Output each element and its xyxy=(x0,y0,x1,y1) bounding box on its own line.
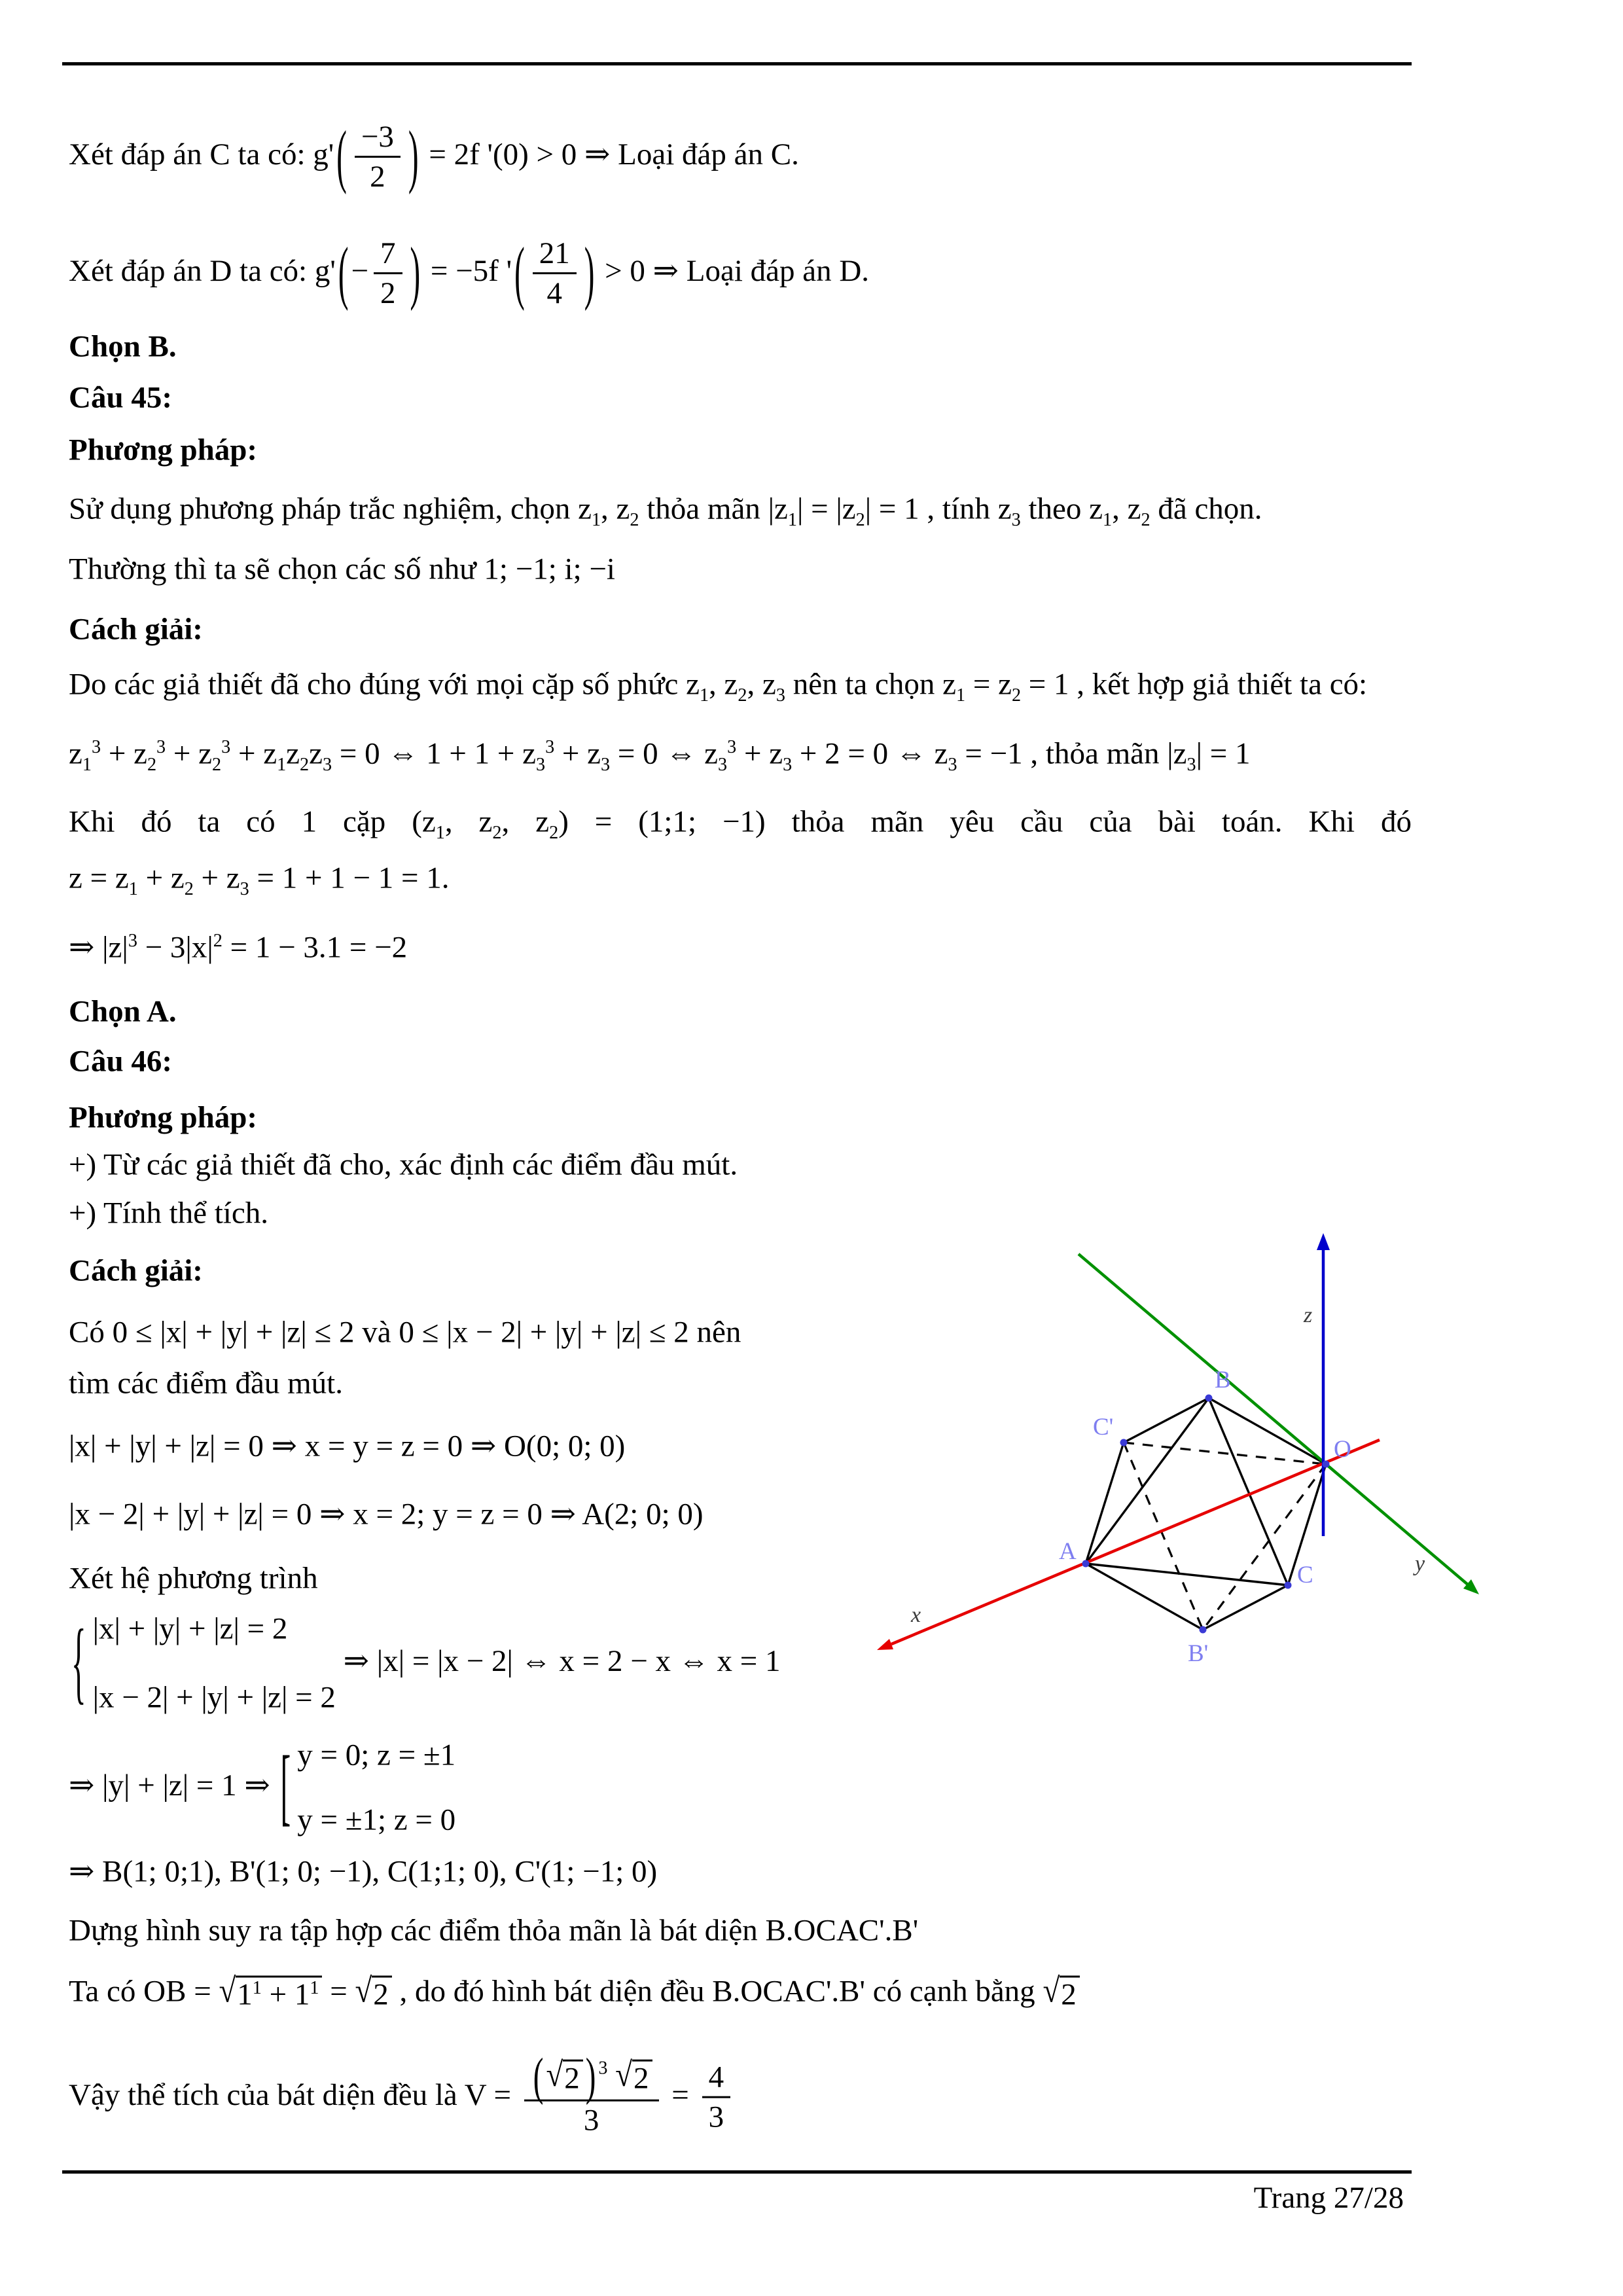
label-C-prime: C' xyxy=(1093,1414,1114,1441)
solution-heading: Cách giải: xyxy=(69,612,203,647)
label-C: C xyxy=(1297,1562,1313,1588)
point-B-prime xyxy=(1200,1626,1207,1634)
label-B-prime: B' xyxy=(1188,1640,1209,1667)
z-axis-arrowhead-icon xyxy=(1317,1233,1330,1250)
x-axis-arrowhead-icon xyxy=(877,1639,893,1650)
label-A: A xyxy=(1059,1538,1077,1565)
equation-system: { |x| + |y| + |z| = 2 |x − 2| + |y| + |z| = 2 ⇒ |x| = |x − 2| ⇔ x = 2 − x ⇔ x = 1 xyxy=(71,1611,781,1715)
answer-choice-b: Chọn B. xyxy=(69,329,177,364)
equation-line: |x| + |y| + |z| = 0 ⇒ x = y = z = 0 ⇒ O(0; 0; 0) xyxy=(69,1429,626,1463)
volume-formula: Vậy thể tích của bát diện đều là V = ( √ 2 ) $^3$ √ 2 3 = $\frac{4}{3}$ xyxy=(69,2060,736,2136)
point-C-prime xyxy=(1120,1439,1128,1446)
equation-line: $z = z_1 + z_2 + z_3 = 1 + 1 - 1 = 1$. xyxy=(69,861,450,900)
equation-line: $z_1^3 + z_2^3 + z_2^3 + z_1z_2z_3 = 0$ ⇔ $1 + 1 + z_3^3 + z_3 = 0$ ⇔ $z_3^3 + z_3 + 2 = 0$ ⇔ $z_3 = -1$ , thỏa mãn $|z_3| = 1$ xyxy=(69,736,1251,776)
method-text: +) Tính thể tích. xyxy=(69,1196,268,1230)
top-rule xyxy=(62,62,1412,65)
question-45-heading: Câu 45: xyxy=(69,380,172,415)
equation-cases: ⇒ |y| + |z| = 1 ⇒ [ y = 0; z = ±1 y = ±1; z = 0 xyxy=(69,1738,456,1837)
octahedron-3d-diagram xyxy=(851,1230,1505,1676)
solution-text: Có 0 ≤ |x| + |y| + |z| ≤ 2 và 0 ≤ |x − 2| + |y| + |z| ≤ 2 nên xyxy=(69,1315,741,1350)
point-O xyxy=(1323,1461,1330,1468)
solution-line-option-c: Xét đáp án C ta có: g'( $\frac{-3}{2}$ ) = 2f '(0) > 0 ⇒ Loại đáp án C. xyxy=(69,117,799,196)
method-heading: Phương pháp: xyxy=(69,433,258,467)
solution-text: Xét hệ phương trình xyxy=(69,1561,318,1596)
label-B: B xyxy=(1215,1367,1231,1393)
solution-heading: Cách giải: xyxy=(69,1253,203,1288)
y-axis xyxy=(1079,1254,1469,1585)
page-number: Trang 27/28 xyxy=(1253,2181,1404,2215)
point-A xyxy=(1082,1560,1090,1568)
x-axis xyxy=(891,1440,1380,1644)
solution-text-justified: Khi đó ta có 1 cặp ($z_1$, $z_2$, $z_2$) = (1;1; −1) thỏa mãn yêu cầu của bài toán. Khi đó xyxy=(69,804,1412,844)
question-46-heading: Câu 46: xyxy=(69,1044,172,1079)
equation-line: ⇒ B(1; 0;1), B'(1; 0; −1), C(1;1; 0), C'(1; −1; 0) xyxy=(69,1854,658,1889)
method-heading: Phương pháp: xyxy=(69,1100,258,1135)
equation-line: |x − 2| + |y| + |z| = 0 ⇒ x = 2; y = z = 0 ⇒ A(2; 0; 0) xyxy=(69,1497,704,1532)
label-z-axis: z xyxy=(1304,1303,1313,1327)
point-C xyxy=(1285,1582,1292,1589)
equation-line: ⇒ $|z|^3 - 3|x|^2 = 1 - 3.1 = -2$ xyxy=(69,930,408,965)
label-O: O xyxy=(1334,1436,1351,1463)
bottom-rule xyxy=(62,2170,1412,2174)
label-y-axis: y xyxy=(1415,1552,1425,1576)
solution-line-option-d: Xét đáp án D ta có: g'(− $\frac{7}{2}$ ) = −5f '( $\frac{21}{4}$ ) > 0 ⇒ Loại đáp án D. xyxy=(69,234,870,312)
answer-choice-a: Chọn A. xyxy=(69,994,177,1029)
label-x-axis: x xyxy=(911,1603,921,1627)
method-text: Thường thì ta sẽ chọn các số như 1; −1; i; −i xyxy=(69,552,615,586)
method-text: +) Từ các giả thiết đã cho, xác định các điểm đầu mút. xyxy=(69,1147,738,1182)
method-text: Sử dụng phương pháp trắc nghiệm, chọn $z_1$, $z_2$ thỏa mãn $|z_1| = |z_2| = 1$ , tính $z_3$ theo $z_1$, $z_2$ đã chọn. xyxy=(69,492,1262,531)
solution-text: Ta có OB = √ $1^1 + 1^1$ = √ 2 , do đó hình bát diện đều B.OCAC'.B' có cạnh bằng √ 2 xyxy=(69,1972,1080,2012)
point-B xyxy=(1205,1395,1213,1402)
solution-text: Dựng hình suy ra tập hợp các điểm thỏa mãn là bát diện B.OCAC'.B' xyxy=(69,1913,919,1948)
solution-text: Do các giả thiết đã cho đúng với mọi cặp số phức $z_1$, $z_2$, $z_3$ nên ta chọn $z_1 = z_2 = 1$ , kết hợp giả thiết ta có: xyxy=(69,667,1368,706)
solution-text: tìm các điểm đầu mút. xyxy=(69,1366,343,1401)
